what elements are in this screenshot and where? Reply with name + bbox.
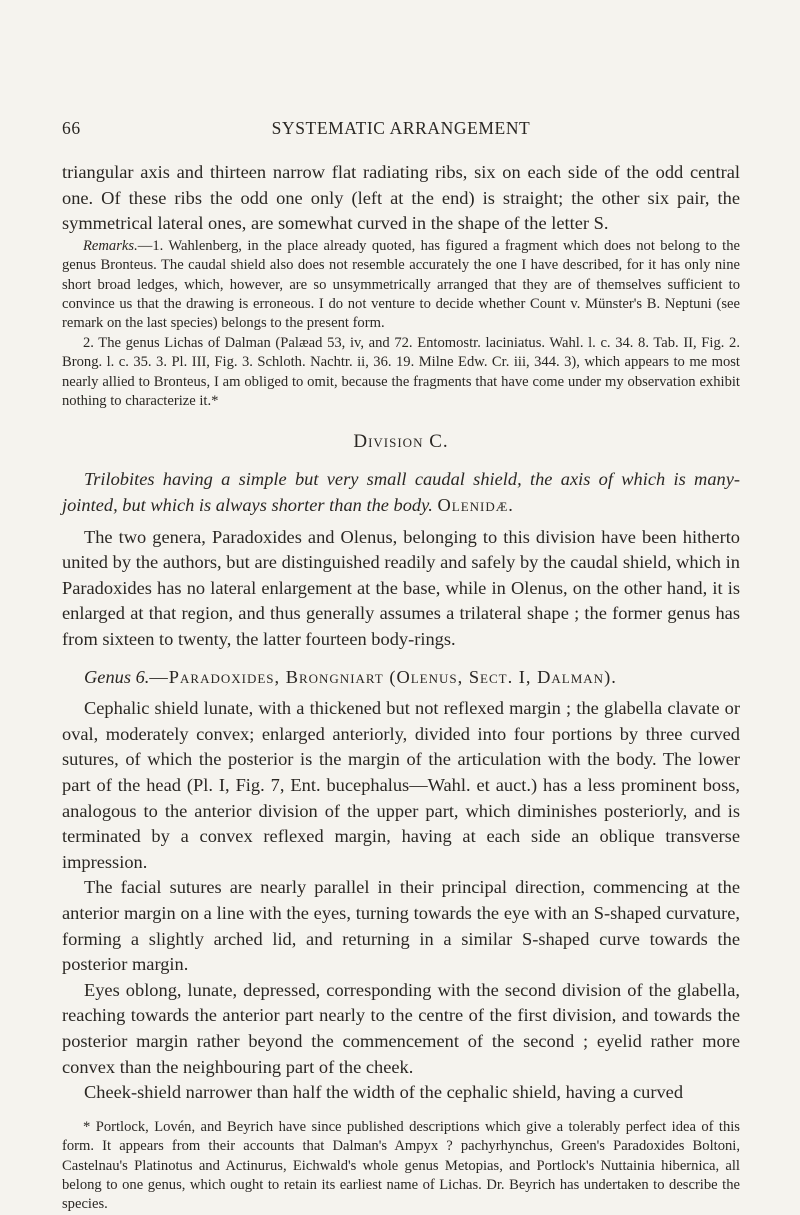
division-description [62,467,740,518]
remarks-label: Remarks. [83,237,138,254]
division-heading: Division C. [353,431,449,453]
family-name: Olenidæ. [437,495,514,516]
footnote: * Portlock, Lovén, and Beyrich have since published descriptions which give a tolerably perfect idea of this form. It appears from their accounts that Dalman's Ampyx ? pachyrhynchus, Green's Paradoxides Boltoni, Castelnau's Platinotus and Actinurus, Eichwald's whole genus Metopias, and Portlock's Nuttainia hibernica, all belong to one genus, which ought to retain its earliest name of Lichas. Dr. Beyrich has undertaken to describe the species. [62,1118,740,1213]
genus-title: —Paradoxides, Brongniart (Olenus, Sect. I, Dalman). [149,666,617,687]
genera-paragraph: The two genera, Paradoxides and Olenus, belonging to this division have been hitherto united by the authors, but are distinguished readily and safely by the caudal shield, which in Paradoxides has no lateral enlargement at the base, while in Olenus, on the other hand, it is enlarged at that region, and thus generally assumes a trilateral shape ; the former genus has from sixteen to twenty, the latter fourteen body-rings. [62,526,740,649]
page-number: 66 [62,118,81,138]
running-title: SYSTEMATIC ARRANGEMENT [271,118,531,138]
page-body [62,160,740,1215]
page-header [62,118,740,144]
remarks-2: 2. The genus Lichas of Dalman (Palæad 53, iv, and 72. Entomostr. laciniatus. Wahl. l. c. 34. 8. Tab. II, Fig. 2. Brong. l. c. 35. 3. Pl. III, Fig. 3. Schloth. Nachtr. ii, 36. 19. Milne Edw. Cr. iii, 344. 3), which appears to me most nearly allied to Bronteus, I am obliged to omit, because the fragments that have come under my observation exhibit nothing to characterize it.* [62,334,740,410]
cephalic-paragraph: Cephalic shield lunate, with a thickened but not reflexed margin ; the glabella clavate or oval, moderately convex; enlarged anteriorly, divided into four portions by three curved sutures, of which the posterior is the margin of the articulation with the body. The lower part of the head (Pl. I, Fig. 7, Ent. bucephalus—Wahl. et auct.) has a less prominent boss, analogous to the anterior division of the upper part, which diminishes posteriorly, and is terminated by a convex reflexed margin, having at each side an oblique transverse impression. [62,698,740,872]
remarks-1-text: —1. Wahlenberg, in the place already quoted, has figured a fragment which does not belong to the genus Bronteus. The caudal shield also does not resemble accurately the one I have described, for it has only nine short broad ledges, which, however, are so unsymmetrically arranged that they are of themselves sufficient to convince us that the drawing is erroneous. I do not venture to decide whether Count v. Münster's B. Neptuni (see remark on the last species) belongs to the present form. [62,237,740,332]
continued-paragraph: triangular axis and thirteen narrow flat radiating ribs, six on each side of the odd central one. Of these ribs the odd one only (left at the end) is straight; the other six pair, the symmetrical lateral ones, are somewhat curved in the shape of the letter S. [62,162,740,234]
genus-label: Genus 6. [84,666,150,687]
eyes-paragraph: Eyes oblong, lunate, depressed, corresponding with the second division of the glabella, reaching towards the anterior part nearly to the centre of the first division, and towards the posterior margin rather beyond the commencement of the second ; eyelid rather more convex than the neighbouring part of the cheek. [62,979,740,1077]
genus-heading [62,665,740,691]
facial-paragraph: The facial sutures are nearly parallel in their principal direction, commencing at the anterior margin on a line with the eyes, turning towards the eye with an S-shaped curvature, forming a slightly arched lid, and returning in a similar S-shaped curve towards the posterior margin. [62,877,740,975]
remarks-1 [62,237,740,334]
division-desc-text: Trilobites having a simple but very small caudal shield, the axis of which is many-jointed, but which is always shorter than the body. [62,469,740,516]
cheek-paragraph: Cheek-shield narrower than half the width of the cephalic shield, having a curved [84,1082,684,1103]
